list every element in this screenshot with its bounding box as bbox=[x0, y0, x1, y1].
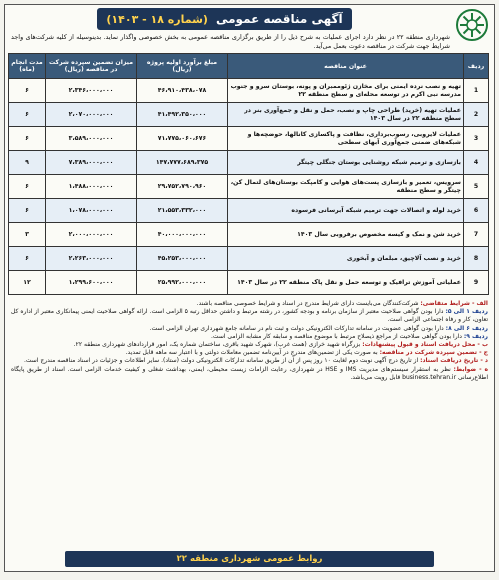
row-budget: ۴۵،۲۵۳،۰۰۰،۰۰۰ bbox=[137, 247, 228, 271]
row-title: عملیات تهیه (خرید) طراحی چاپ و نصب، حمل و نقل و جمع‌آوری بنر در سطح منطقه ۲۲ در سال ۱۴۰۳ bbox=[228, 103, 464, 127]
col-title: عنوان مناقصه bbox=[228, 54, 464, 79]
row-deposit: ۳،۵۸۹،۰۰۰،۰۰۰ bbox=[46, 127, 137, 151]
condition-label: ردیف ۱ الی ۵: bbox=[445, 308, 488, 316]
row-number: 2 bbox=[464, 103, 489, 127]
row-budget: ۲۹،۷۵۲،۷۹۰،۹۶۰ bbox=[137, 175, 228, 199]
table-header-row bbox=[9, 54, 489, 79]
row-title: خرید و نصب آلاچیق، مبلمان و آبخوری bbox=[228, 247, 464, 271]
row-budget: ۴۰،۰۰۰،۰۰۰،۰۰۰ bbox=[137, 223, 228, 247]
row-title: عملیاتی آموزش ترافیک و توسعه حمل و نقل پاک منطقه ۲۲ در سال ۱۴۰۳ bbox=[228, 271, 464, 295]
row-months: ۹ bbox=[9, 151, 46, 175]
row-budget: ۴۱،۴۹۲،۳۵۰،۰۰۰ bbox=[137, 103, 228, 127]
col-deposit: میزان تضمین سپرده شرکت در مناقصه (ریال) bbox=[46, 54, 137, 79]
condition-text: از تاریخ درج آگهی نوبت دوم لغایت ۱۰ روز پس از آن از طریق سامانه تدارکات الکترونیکی دولت (ستاد). سایر اطلاعات و جزئیات در اسناد مناقصه مندرج است. bbox=[23, 357, 419, 365]
col-row-number: ردیف bbox=[464, 54, 489, 79]
row-budget: ۴۶،۹۱۰،۴۳۸،۰۷۸ bbox=[137, 79, 228, 103]
row-deposit: ۷،۳۸۹،۰۰۰،۰۰۰ bbox=[46, 151, 137, 175]
row-number: 7 bbox=[464, 223, 489, 247]
condition-item bbox=[11, 333, 488, 341]
notice-title-box bbox=[97, 8, 352, 30]
notice-page bbox=[4, 4, 495, 572]
row-title: عملیات لایروبی، رسوب‌برداری، نظافت و پاکسازی کانالها، حوضچه‌ها و شبکه‌های ضمنی جمع‌آوری آبهای سطحی bbox=[228, 127, 464, 151]
condition-label: ه - ضوابط: bbox=[453, 365, 488, 373]
row-months: ۶ bbox=[9, 199, 46, 223]
condition-item bbox=[11, 341, 488, 349]
condition-label: د - تاریخ دریافت اسناد: bbox=[420, 357, 488, 365]
condition-label: ب - محل دریافت اسناد و قبول پیشنهادات: bbox=[362, 341, 488, 349]
row-deposit: ۲،۲۶۳،۰۰۰،۰۰۰ bbox=[46, 247, 137, 271]
conditions-section bbox=[11, 300, 488, 382]
row-number: 3 bbox=[464, 127, 489, 151]
row-number: 4 bbox=[464, 151, 489, 175]
tender-table bbox=[8, 53, 489, 295]
row-number: 9 bbox=[464, 271, 489, 295]
notice-title: آگهی مناقصه عمومی bbox=[215, 12, 343, 26]
condition-text: دارا بودن گواهی عضویت در سامانه تدارکات الکترونیکی دولت و ثبت نام در سامانه جامع شهرداری تهران الزامی است. bbox=[149, 324, 444, 332]
intro-text: شهرداری منطقه ۲۲ در نظر دارد اجرای عملیات به شرح ذیل را از طریق برگزاری مناقصه عمومی به بخش خصوصی واگذار نماید. بدینوسیله از کلیه شرکت‌های واجد شرایط جهت شرکت در مناقصه دعوت بعمل می‌آید. bbox=[11, 33, 450, 50]
condition-text: بزرگراه شهید خرازی (همت غرب)، شهرک شهید باقری، ساختمان شماره یک، امور قراردادهای شهرداری منطقه ۲۲. bbox=[73, 341, 361, 349]
row-months: ۶ bbox=[9, 79, 46, 103]
condition-text: به صورت یکی از تضمین‌های مندرج در آیین‌نامه تضمین معاملات دولتی و با اعتبار سه ماهه قابل تمدید. bbox=[125, 349, 378, 357]
row-deposit: ۱،۰۷۸،۰۰۰،۰۰۰ bbox=[46, 199, 137, 223]
row-budget: ۲۱،۵۵۳،۳۳۲،۰۰۰ bbox=[137, 199, 228, 223]
table-row bbox=[9, 223, 489, 247]
row-number: 6 bbox=[464, 199, 489, 223]
row-budget: ۲۵،۹۹۲،۰۰۰،۰۰۰ bbox=[137, 271, 228, 295]
table-row bbox=[9, 175, 489, 199]
table-row bbox=[9, 247, 489, 271]
table-row bbox=[9, 127, 489, 151]
col-duration: مدت انجام (ماه) bbox=[9, 54, 46, 79]
condition-item bbox=[11, 308, 488, 324]
row-deposit: ۲،۰۰۰،۰۰۰،۰۰۰ bbox=[46, 223, 137, 247]
condition-text: دارا بودن گواهی صلاحیت از مراجع ذیصلاح مرتبط با موضوع مناقصه و سابقه کار مشابه الزامی است. bbox=[211, 332, 462, 340]
table-row bbox=[9, 103, 489, 127]
row-deposit: ۱،۴۸۸،۰۰۰،۰۰۰ bbox=[46, 175, 137, 199]
row-months: ۶ bbox=[9, 247, 46, 271]
row-months: ۳ bbox=[9, 223, 46, 247]
row-number: 8 bbox=[464, 247, 489, 271]
condition-item bbox=[11, 325, 488, 333]
condition-label: ردیف ۶ الی ۸: bbox=[445, 324, 488, 332]
row-months: ۱۲ bbox=[9, 271, 46, 295]
row-title: سرویس، تعمیر و بازسازی پست‌های هوایی و کامپکت بوستان‌های لتمال کن، چیتگر و سطح منطقه bbox=[228, 175, 464, 199]
row-months: ۶ bbox=[9, 127, 46, 151]
notice-header bbox=[5, 5, 494, 35]
condition-label: الف - شرایط متقاضی: bbox=[420, 300, 488, 307]
footer-banner: روابط عمومی شهرداری منطقه ۲۲ bbox=[65, 551, 434, 567]
row-deposit: ۱،۲۹۹،۶۰۰،۰۰۰ bbox=[46, 271, 137, 295]
condition-label: ج - تضمین سپرده شرکت در مناقصه: bbox=[379, 349, 488, 357]
condition-label: ردیف ۹: bbox=[463, 332, 488, 340]
row-number: 1 bbox=[464, 79, 489, 103]
condition-text: دارا بودن گواهی صلاحیت معتبر از سازمان برنامه و بودجه کشور، در رشته مرتبط و داشتن حداقل رتبه ۵ الزامی است. ارائه گواهی صلاحیت ایمنی پیمانکاری معتبر از اداره کل تعاون، کار و رفاه اجتماعی الزامی است. bbox=[11, 308, 488, 324]
table-row bbox=[9, 199, 489, 223]
row-budget: ۱۴۷،۷۷۷،۶۸۹،۳۷۵ bbox=[137, 151, 228, 175]
row-title: بازسازی و ترمیم شبکه روشنایی بوستان جنگلی چیتگر bbox=[228, 151, 464, 175]
condition-item bbox=[11, 357, 488, 365]
row-title: خرید لوله و اتصالات جهت ترمیم شبکه آبرسانی فرسوده bbox=[228, 199, 464, 223]
row-number: 5 bbox=[464, 175, 489, 199]
condition-item bbox=[11, 366, 488, 382]
tehran-municipality-logo bbox=[455, 8, 489, 42]
condition-text: نظر به استقرار سیستم‌های مدیریت IMS و HSE در شهرداری، رعایت الزامات زیست محیطی، ایمنی، بهداشت شغلی و کیفیت خدمات الزامی است. اسناد از طریق پایگاه اطلاع‌رسانی business.tehran.ir قابل رویت می‌باشد. bbox=[11, 365, 488, 381]
table-row bbox=[9, 271, 489, 295]
row-budget: ۷۱،۷۷۵،۰۶۰،۶۷۶ bbox=[137, 127, 228, 151]
notice-number: (شماره ۱۸ - ۱۴۰۳) bbox=[106, 12, 208, 26]
condition-text: شرکت‌کنندگان می‌بایست دارای شرایط مندرج در اسناد و شرایط خصوصی مناقصه باشند. bbox=[196, 300, 419, 307]
row-title: تهیه و نصب نرده ایمنی برای مخازن ژئوممبران و پونه، بوستان سرو و جنوب مدرسه نبی اکرم در توسعه محله‌ای و سطح منطقه ۲۲ bbox=[228, 79, 464, 103]
row-deposit: ۲،۳۴۶،۰۰۰،۰۰۰ bbox=[46, 79, 137, 103]
col-budget: مبلغ برآورد اولیه پروژه (ریال) bbox=[137, 54, 228, 79]
condition-item bbox=[11, 300, 488, 308]
row-months: ۶ bbox=[9, 175, 46, 199]
row-title: خرید شن و نمک و کیسه مخصوص برفروبی سال ۱۴۰۳ bbox=[228, 223, 464, 247]
row-deposit: ۲،۰۷۰،۰۰۰،۰۰۰ bbox=[46, 103, 137, 127]
table-row bbox=[9, 79, 489, 103]
row-months: ۶ bbox=[9, 103, 46, 127]
table-row bbox=[9, 151, 489, 175]
